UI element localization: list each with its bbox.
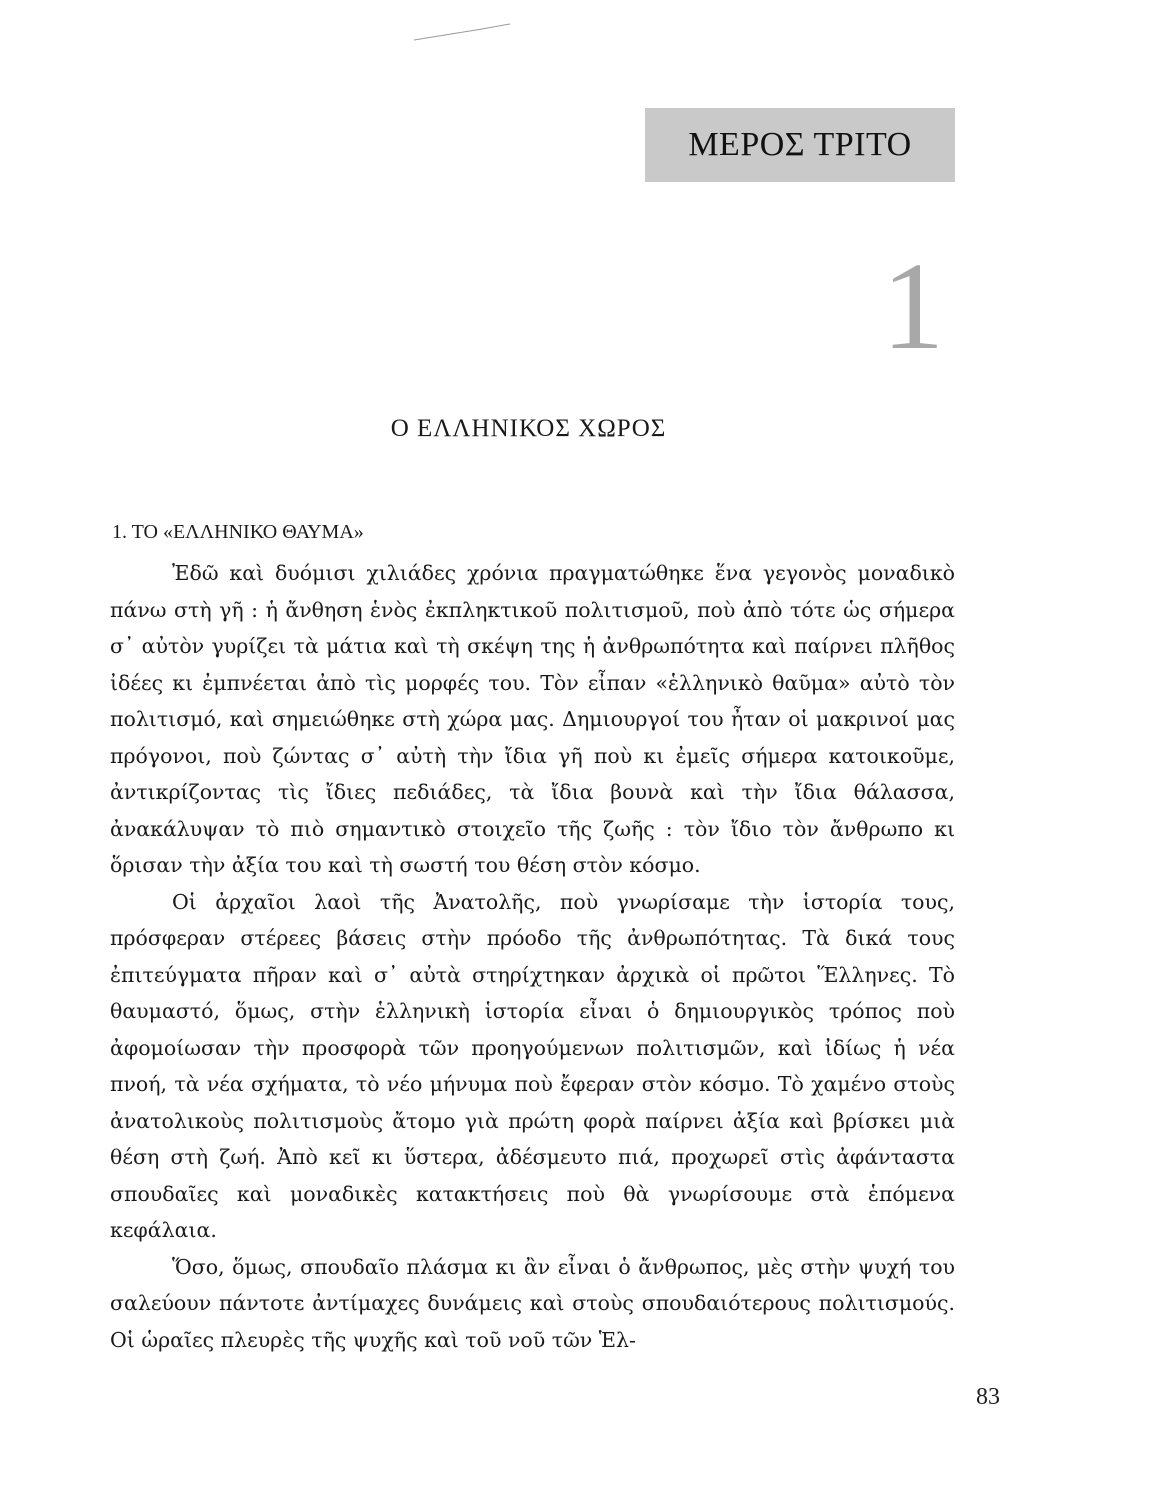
section-heading: 1. ΤΟ «ΕΛΛΗΝΙΚΟ ΘΑΥΜΑ»: [112, 521, 364, 543]
paragraph: Οἱ ἀρχαῖοι λαοὶ τῆς Ἀνατολῆς, ποὺ γνωρίσαμε τὴν ἱστορία τους, πρόσφεραν στέρεες βάσεις στὴν πρόοδο τῆς ἀνθρωπότητας. Τὰ δικά τους ἐπιτεύγματα πῆραν καὶ σ᾽ αὐτὰ στηρίχτηκαν ἀρχικὰ οἱ πρῶτοι Ἕλληνες. Τὸ θαυμαστό, ὅμως, στὴν ἑλληνικὴ ἱστορία εἶναι ὁ δημιουργικὸς τρόπος ποὺ ἀφομοίωσαν τὴν προσφορὰ τῶν προηγούμενων πολιτισμῶν, καὶ ἰδίως ἡ νέα πνοή, τὰ νέα σχήματα, τὸ νέο μήνυμα ποὺ ἔφεραν στὸν κόσμο. Τὸ χαμένο στοὺς ἀνατολικοὺς πολιτισμοὺς ἄτομο γιὰ πρώτη φορὰ παίρνει ἀξία καὶ βρίσκει μιὰ θέση στὴ ζωή. Ἀπὸ κεῖ κι ὕστερα, ἀδέσμευτο πιά, προχωρεῖ στὶς ἀφάνταστα σπουδαῖες καὶ μοναδικὲς κατακτήσεις ποὺ θὰ γνωρίσουμε στὰ ἑπόμενα κεφάλαια.: [110, 889, 955, 1242]
scan-pen-mark: [412, 20, 512, 50]
body-text: [110, 555, 955, 1358]
paragraph: Ὅσο, ὅμως, σπουδαῖο πλάσμα κι ἂν εἶναι ὁ ἄνθρωπος, μὲς στὴν ψυχή του σαλεύουν πάντοτε ἀντίμαχες δυνάμεις καὶ στοὺς σπουδαιότερους πολιτισμούς. Οἱ ὡραῖες πλευρὲς τῆς ψυχῆς καὶ τοῦ νοῦ τῶν Ἑλ-: [110, 1254, 955, 1352]
part-banner: [645, 108, 955, 182]
paragraph: Ἐδῶ καὶ δυόμισι χιλιάδες χρόνια πραγματώθηκε ἕνα γεγονὸς μοναδικὸ πάνω στὴ γῆ : ἡ ἄνθηση ἑνὸς ἐκπληκτικοῦ πολιτισμοῦ, ποὺ ἀπὸ τότε ὡς σήμερα σ᾽ αὐτὸν γυρίζει τὰ μάτια καὶ τὴ σκέψη της ἡ ἀνθρωπότητα καὶ παίρνει πλῆθος ἰδέες κι ἐμπνέεται ἀπὸ τὶς μορφές του. Τὸν εἶπαν «ἑλληνικὸ θαῦμα» αὐτὸ τὸν πολιτισμό, καὶ σημειώθηκε στὴ χώρα μας. Δημιουργοί του ἦταν οἱ μακρινοί μας πρόγονοι, ποὺ ζώντας σ᾽ αὐτὴ τὴν ἴδια γῆ ποὺ κι ἐμεῖς σήμερα κατοικοῦμε, ἀντικρίζοντας τὶς ἴδιες πεδιάδες, τὰ ἴδια βουνὰ καὶ τὴν ἴδια θάλασσα, ἀνακάλυψαν τὸ πιὸ σημαντικὸ στοιχεῖο τῆς ζωῆς : τὸν ἴδιο τὸν ἄνθρωπο κι ὅρισαν τὴν ἀξία του καὶ τὴ σωστή του θέση στὸν κόσμο.: [110, 561, 955, 877]
chapter-title: Ο ΕΛΛΗΝΙΚΟΣ ΧΩΡΟΣ: [390, 415, 667, 442]
page-number: 83: [976, 1384, 1000, 1410]
part-title: ΜΕΡΟΣ ΤΡΙΤΟ: [688, 126, 912, 163]
chapter-number: 1: [881, 238, 945, 376]
